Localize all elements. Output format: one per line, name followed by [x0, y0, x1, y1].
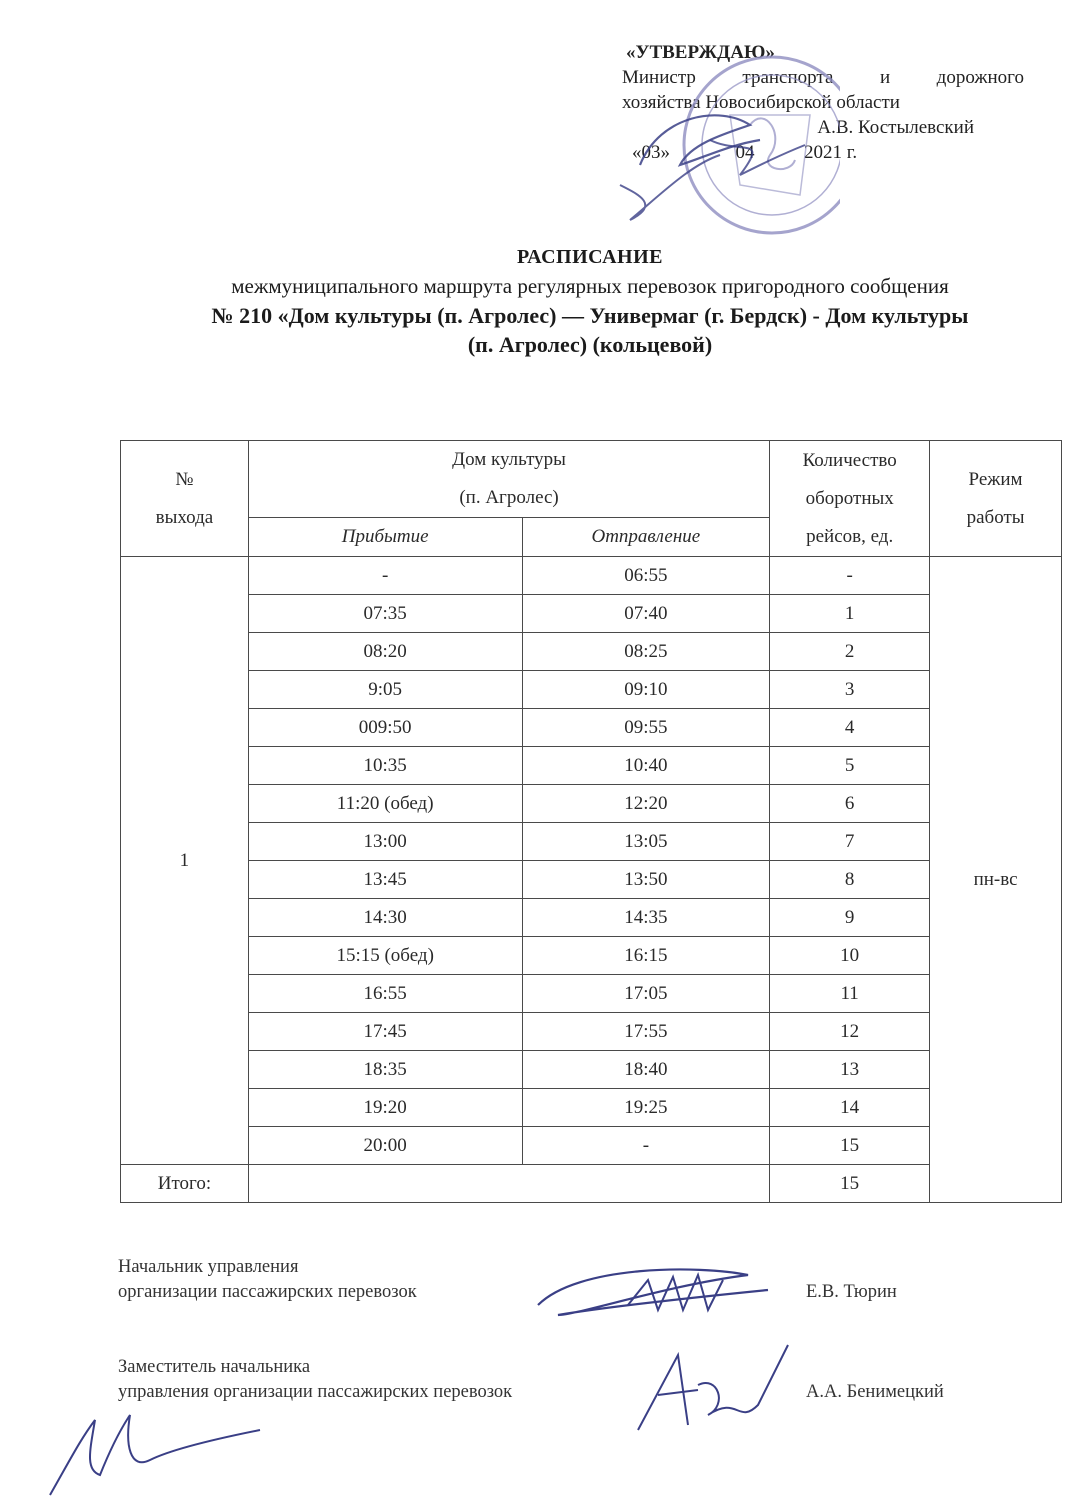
approval-word-1: Министр: [622, 67, 696, 88]
total-row: [121, 1165, 1062, 1203]
departure-cell: 07:40: [522, 595, 770, 633]
date-day: «03»: [632, 142, 670, 163]
trips-cell: 13: [770, 1051, 930, 1089]
total-empty: [248, 1165, 769, 1203]
exit-number: 1: [121, 557, 249, 1165]
table-row: [121, 785, 1062, 823]
second-role-2: управления организации пассажирских перевозок: [118, 1382, 513, 1402]
table-row: [121, 595, 1062, 633]
trips-cell: 3: [770, 671, 930, 709]
second-name: А.А. Бенимецкий: [806, 1382, 944, 1402]
table-row: [121, 557, 1062, 595]
approval-signer: А.В. Костылевский: [817, 117, 974, 138]
signature-first: [118, 1255, 1018, 1355]
header-exit: [121, 441, 249, 557]
trips-cell: -: [770, 557, 930, 595]
arrival-cell: 13:45: [248, 861, 522, 899]
approval-line-2: хозяйства Новосибирской области: [622, 92, 900, 113]
header-stop: [248, 441, 769, 518]
total-label: Итого:: [121, 1165, 249, 1203]
arrival-cell: 17:45: [248, 1013, 522, 1051]
departure-cell: 08:25: [522, 633, 770, 671]
departure-cell: 12:20: [522, 785, 770, 823]
header-arrival: Прибытие: [248, 518, 522, 557]
date-year: 2021 г.: [804, 142, 858, 163]
route-line-1: № 210 «Дом культуры (п. Агролес) — Универмаг (г. Бердск) - Дом культуры: [211, 303, 969, 328]
departure-cell: 09:55: [522, 709, 770, 747]
departure-cell: 13:50: [522, 861, 770, 899]
table-row: [121, 671, 1062, 709]
date-month: 04: [735, 142, 755, 163]
header-trips: [770, 441, 930, 557]
mode-cell: пн-вс: [930, 557, 1062, 1203]
header-mode-2: работы: [966, 506, 1025, 528]
approval-title: «УТВЕРЖДАЮ»: [626, 42, 775, 63]
trips-cell: 11: [770, 975, 930, 1013]
document-subtitle: межмуниципального маршрута регулярных перевозок пригородного сообщения: [231, 274, 949, 298]
departure-cell: 09:10: [522, 671, 770, 709]
arrival-cell: 9:05: [248, 671, 522, 709]
arrival-cell: 10:35: [248, 747, 522, 785]
arrival-cell: 18:35: [248, 1051, 522, 1089]
approval-word-4: дорожного: [936, 67, 1024, 88]
first-name: Е.В. Тюрин: [806, 1282, 897, 1302]
table-row: [121, 1089, 1062, 1127]
trips-cell: 4: [770, 709, 930, 747]
trips-cell: 12: [770, 1013, 930, 1051]
departure-cell: 06:55: [522, 557, 770, 595]
arrival-cell: -: [248, 557, 522, 595]
arrival-cell: 009:50: [248, 709, 522, 747]
departure-cell: 18:40: [522, 1051, 770, 1089]
table-row: [121, 1127, 1062, 1165]
table-row: [121, 861, 1062, 899]
departure-cell: 10:40: [522, 747, 770, 785]
arrival-cell: 20:00: [248, 1127, 522, 1165]
initials-scribble-icon: [40, 1400, 270, 1500]
arrival-cell: 08:20: [248, 633, 522, 671]
trips-cell: 1: [770, 595, 930, 633]
first-role-1: Начальник управления: [118, 1257, 299, 1277]
header-trips-1: Количество: [802, 449, 897, 471]
departure-cell: -: [522, 1127, 770, 1165]
departure-cell: 13:05: [522, 823, 770, 861]
header-mode: [930, 441, 1062, 557]
header-exit-1: №: [175, 468, 194, 490]
signature-tyurin-icon: [518, 1255, 798, 1335]
arrival-cell: 11:20 (обед): [248, 785, 522, 823]
table-row: [121, 747, 1062, 785]
table-row: [121, 823, 1062, 861]
trips-cell: 2: [770, 633, 930, 671]
header-departure: Отправление: [522, 518, 770, 557]
header-mode-1: Режим: [968, 468, 1023, 490]
signature-benimetsky-icon: [628, 1335, 828, 1445]
approval-word-2: транспорта: [742, 67, 834, 88]
arrival-cell: 07:35: [248, 595, 522, 633]
header-stop-2: (п. Агролес): [459, 487, 559, 508]
trips-cell: 7: [770, 823, 930, 861]
table-row: [121, 633, 1062, 671]
arrival-cell: 13:00: [248, 823, 522, 861]
departure-cell: 16:15: [522, 937, 770, 975]
table-row: [121, 899, 1062, 937]
header-trips-3: рейсов, ед.: [806, 525, 894, 547]
header-trips-2: оборотных: [805, 487, 894, 509]
document-title: РАСПИСАНИЕ: [516, 246, 663, 268]
first-role-2: организации пассажирских перевозок: [118, 1282, 417, 1302]
departure-cell: 17:55: [522, 1013, 770, 1051]
table-row: [121, 1013, 1062, 1051]
schedule-table: [120, 440, 1062, 1203]
approval-word-3: и: [879, 67, 891, 88]
header-exit-2: выхода: [155, 506, 214, 528]
trips-cell: 14: [770, 1089, 930, 1127]
trips-cell: 8: [770, 861, 930, 899]
schedule-body: [121, 557, 1062, 1203]
arrival-cell: 19:20: [248, 1089, 522, 1127]
document-heading: [100, 243, 1080, 359]
trips-cell: 15: [770, 1127, 930, 1165]
second-role-1: Заместитель начальника: [118, 1357, 311, 1377]
table-row: [121, 709, 1062, 747]
total-value: 15: [770, 1165, 930, 1203]
arrival-cell: 14:30: [248, 899, 522, 937]
table-row: [121, 975, 1062, 1013]
official-stamp-icon: [600, 45, 840, 245]
table-row: [121, 1051, 1062, 1089]
trips-cell: 9: [770, 899, 930, 937]
departure-cell: 14:35: [522, 899, 770, 937]
departure-cell: 17:05: [522, 975, 770, 1013]
trips-cell: 10: [770, 937, 930, 975]
route-line-2: (п. Агролес) (кольцевой): [467, 332, 713, 357]
header-stop-1: Дом культуры: [452, 449, 566, 470]
departure-cell: 19:25: [522, 1089, 770, 1127]
trips-cell: 5: [770, 747, 930, 785]
arrival-cell: 15:15 (обед): [248, 937, 522, 975]
trips-cell: 6: [770, 785, 930, 823]
table-row: [121, 937, 1062, 975]
arrival-cell: 16:55: [248, 975, 522, 1013]
